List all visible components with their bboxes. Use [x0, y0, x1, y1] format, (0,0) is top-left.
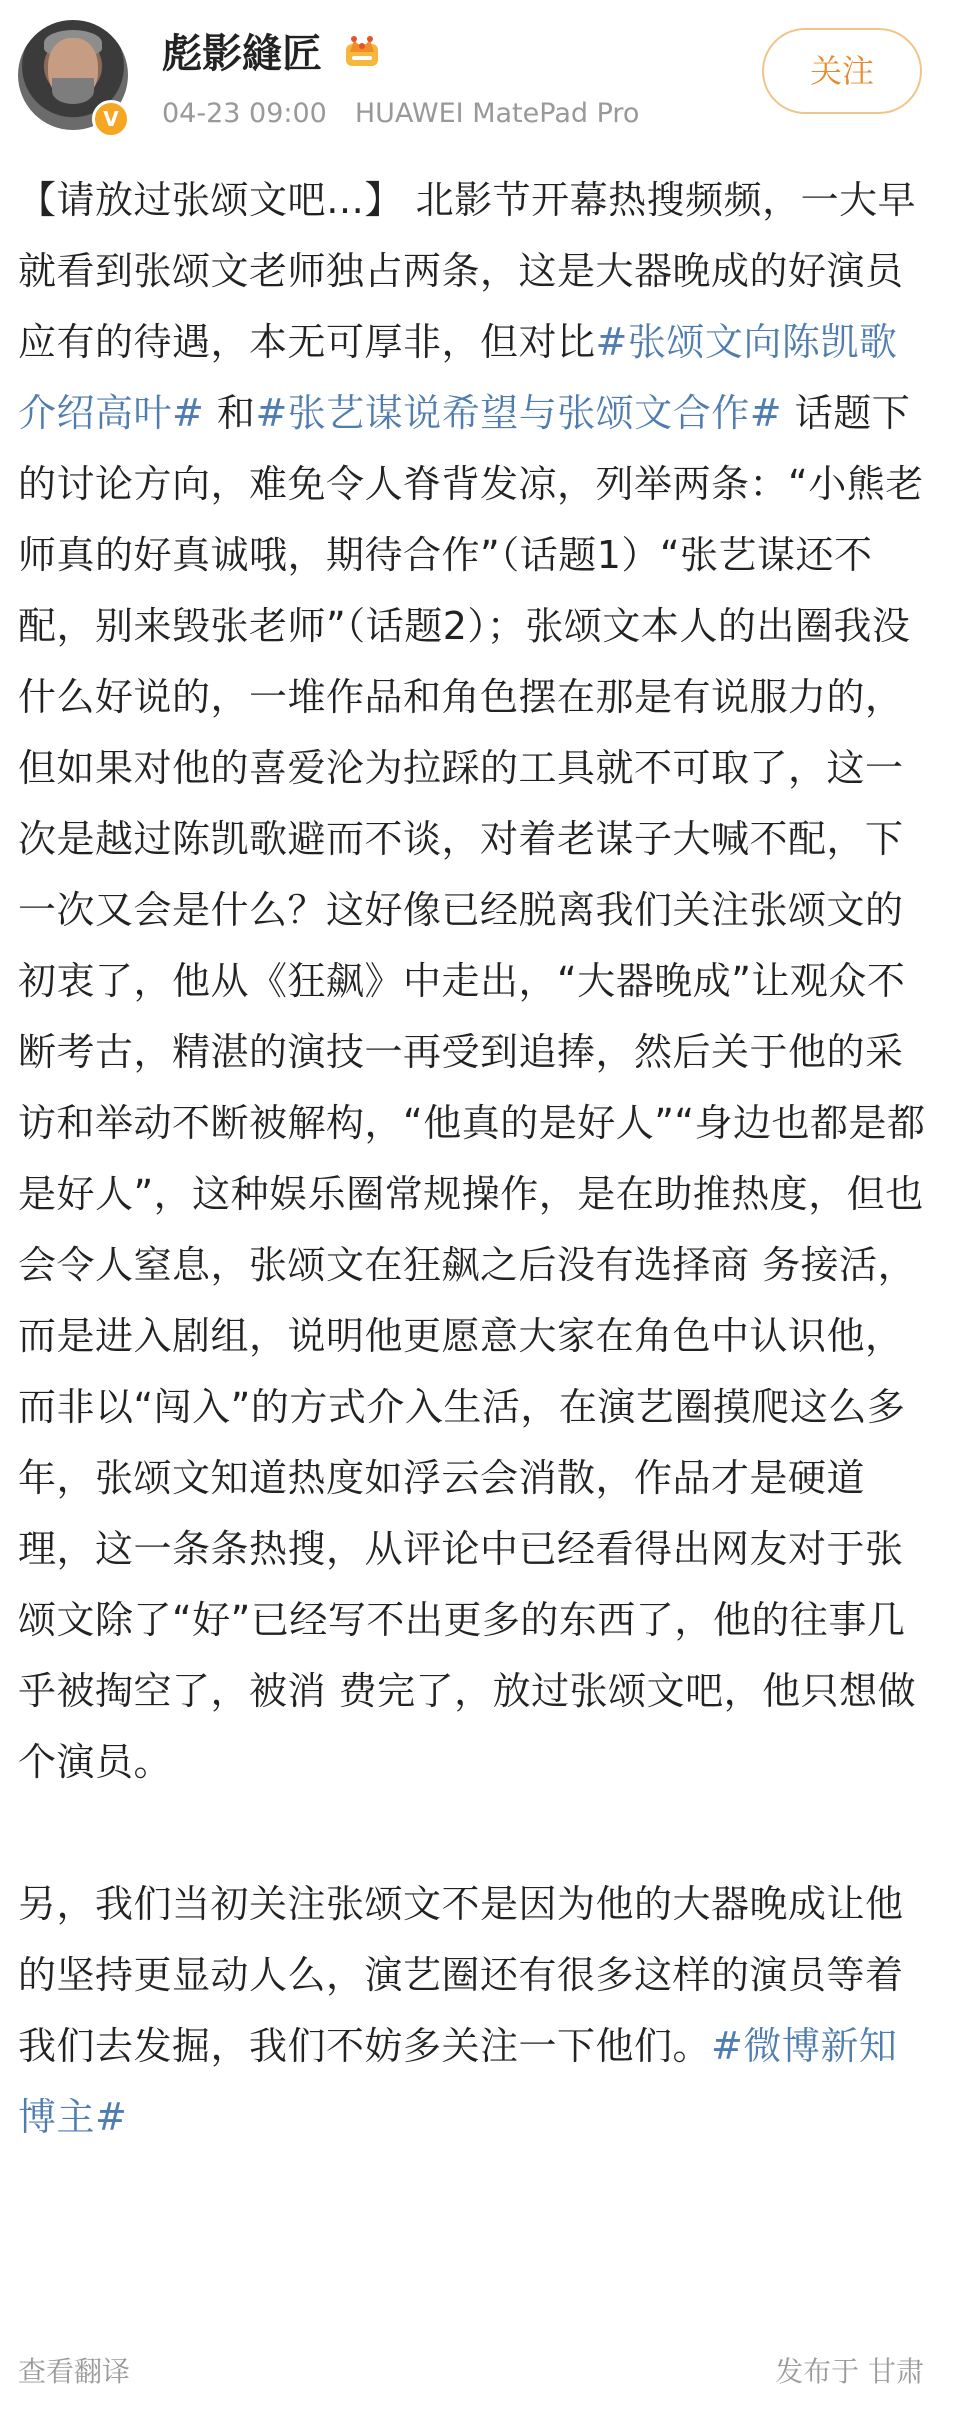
post-content [18, 165, 928, 2153]
post-time: 04-23 09:00 [162, 98, 327, 129]
post-paragraph-2 [18, 1869, 928, 2153]
post-footer [18, 2350, 924, 2390]
verified-badge-icon: V [92, 100, 130, 138]
avatar-beard [52, 78, 94, 104]
topic-link-3[interactable]: #微博新知博主# [18, 2024, 898, 2139]
username[interactable]: 彪影縫匠 [162, 31, 322, 77]
topic-link-1[interactable]: #张颂文向陈凯歌介绍高叶# [18, 320, 898, 435]
translate-link[interactable]: 查看翻译 [18, 2355, 131, 2388]
post-text: 和 [204, 391, 256, 435]
post-text: 话题下的讨论方向，难免令人脊背发凉，列举两条：“小熊老师真的好真诚哦，期待合作”（话题1）“张艺谋还不配，别来毁张老师”（话题2）；张颂文本人的出圈我没什么好说的，一堆作品和角色摆在那是有说服力的，但如果对他的喜爱沦为拉踩的工具就不可取了，这一次是越过陈凯歌避而不谈，对着老谋子大喊不配，下一次又会是什么？这好像已经脱离我们关注张颂文的初衷了，他从《狂飙》中走出，“大器晚成”让观众不断考古，精湛的演技一再受到追捧，然后关于他的采访和举动不断被解构，“他真的是好人”“身边也都是都是好人”，这种娱乐圈常规操作，是在助推热度，但也会令人窒息，张颂文在狂飙之后没有选择商 务接活，而是进入剧组，说明他更愿意大家在角色中认识他，而非以“闯入”的方式介入生活，在演艺圈摸爬这么多年，张颂文知道热度如浮云会消散，作品才是硬道理，这一条条热搜，从评论中已经看得出网友对于张颂文除了“好”已经写不出更多的东西了，他的往事几乎被掏空了，被消 费完了，放过张颂文吧，他只想做个演员。 [18, 391, 926, 1784]
topic-link-2[interactable]: #张艺谋说希望与张颂文合作# [255, 391, 783, 435]
follow-button[interactable]: 关注 [762, 28, 922, 114]
post-paragraph-1 [18, 165, 928, 1798]
crown-icon [342, 30, 382, 70]
post-device: HUAWEI MatePad Pro [354, 98, 640, 129]
post-text: 【请放过张颂文吧…】 北影节开幕热搜频频，一大早就看到张颂文老师独占两条，这是大器晚成的好演员应有的待遇，本无可厚非，但对比 [18, 178, 917, 364]
post-meta [162, 94, 639, 134]
post-header [0, 0, 960, 160]
post-text: 另，我们当初关注张颂文不是因为他的大器晚成让他的坚持更显动人么，演艺圈还有很多这样的演员等着我们去发掘，我们不妨多关注一下他们。 [18, 1882, 904, 2068]
post-location: 发布于 甘肃 [775, 2355, 924, 2388]
